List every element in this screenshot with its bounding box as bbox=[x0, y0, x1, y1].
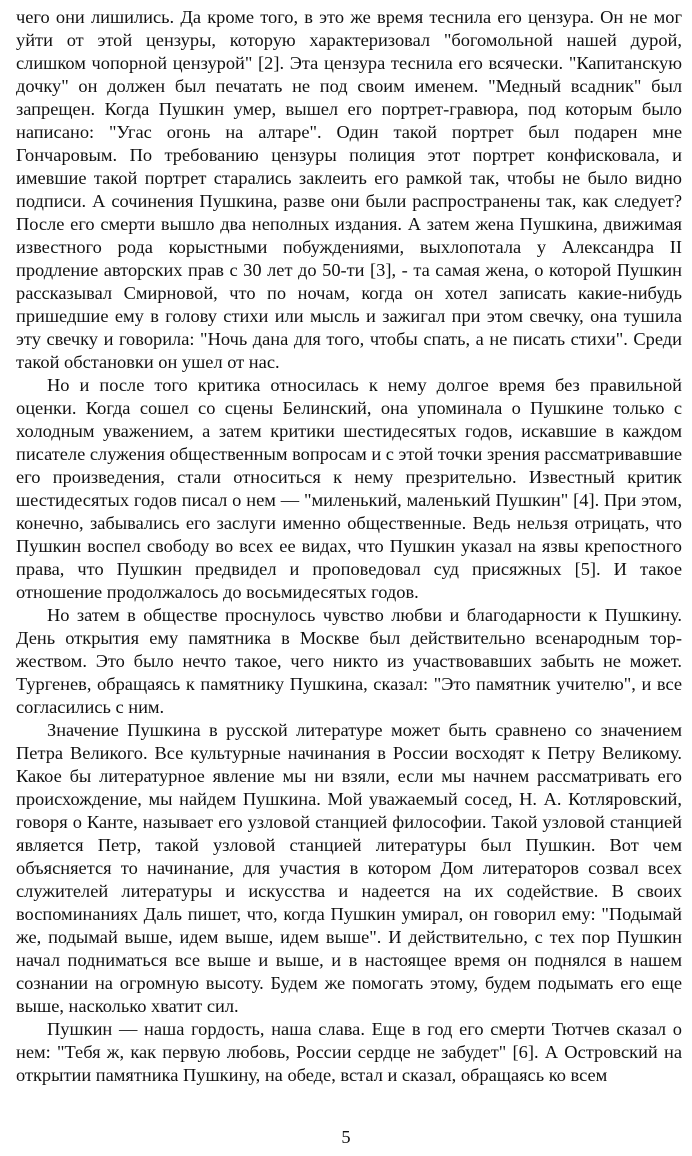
page-text-body bbox=[16, 6, 682, 1087]
paragraph-2: Но и после того критика относилась к нему долгое время без правильной оценки. Когда сошел со сцены Белинский, она упоминала о Пушкине только с холодным уважением, а затем критики шестидесятых годов, искавшие в каждом писателе служения общественным вопросам и с этой точки зрения рассматривавшие его произведения, стали относиться к нему презрительно. Известный критик шестидесятых годов писал о нем — "миленький, маленький Пушкин" [4]. При этом, конечно, забывались его заслуги именно общественные. Ведь нельзя отрицать, что Пушкин воспел свободу во всех ее видах, что Пушкин указал на язвы крепостного права, что Пушкин предвидел и проповедовал суд присяжных [5]. И такое отношение продолжалось до восьмидесятых годов. bbox=[16, 375, 682, 602]
paragraph-5: Пушкин — наша гордость, наша слава. Еще в год его смерти Тютчев сказал о нем: "Тебя ж, как первую любовь, России сердце не забудет" [6]. А Островский на открытии памятника Пушкину, на обеде, встал и сказал, обращаясь ко всем bbox=[16, 1019, 682, 1085]
paragraph-3: Но затем в обществе проснулось чувство любви и благодарности к Пушкину. День открытия ему памятника в Москве был действительно всенародным торжеством. Это было нечто такое, чего никто из участвовавших забыть не может. Тургенев, обращаясь к памятнику Пушкина, сказал: "Это памятник учителю", и все согласились с ним. bbox=[16, 605, 682, 717]
paragraph-4: Значение Пушкина в русской литературе может быть сравнено со значением Петра Великого. Все культурные начинания в России восходят к Петру Великому. Какое бы литературное явление мы ни взяли, если мы начнем рассматривать его происхождение, мы найдем Пушкина. Мой уважаемый сосед, Н. А. Котляровский, говоря о Канте, называет его узловой станцией философии. Такой узловой станцией является Петр, такой узловой станцией литературы был Пушкин. Вот чем объясняется то начинание, для участия в котором Дом литераторов созвал всех служителей литературы и искусства и надеется на их содействие. В своих воспоминаниях Даль пишет, что, когда Пушкин умирал, он говорил ему: "Подымай же, подымай выше, идем выше, идем выше". И действительно, с тех пор Пушкин начал подниматься все выше и выше, и в настоящее время он поднялся в нашем сознании на огромную высоту. Будем же помогать этому, будем подымать его еще выше, насколько хватит сил. bbox=[16, 720, 682, 1016]
paragraph-1: чего они лишились. Да кроме того, в это же время теснила его цензура. Он не мог уйти от этой цензуры, которую характеризовал "богомольной нашей дурой, слишком чопорной цензурой" [2]. Эта цензура теснила его всячески. "Капитанскую дочку" он должен был печатать не под своим именем. "Медный всадник" был запрещен. Когда Пушкин умер, вышел его портрет-гравюра, под которым было написано: "Угас огонь на алтаре". Один такой портрет был подарен мне Гончаровым. По требованию цензуры полиция этот портрет конфисковала, и имевшие такой портрет старались заклеить его рамкой так, чтобы не было видно подписи. А сочинения Пушкина, разве они были распространены так, как следует? После его смерти вышло два неполных издания. А затем жена Пушкина, движимая известного рода корыстными побуждениями, выхлопотала у Александра II продление авторских прав с 30 лет до 50-ти [3], - та самая жена, о которой Пушкин рассказывал Смирновой, что по ночам, когда он хотел записать какие-нибудь пришедшие ему в голову стихи или мысль и зажигал при этом свечку, она тушила эту свечку и говорила: "Ночь дана для того, чтобы спать, а не писать стихи". Среди такой обстановки он ушел от нас. bbox=[16, 7, 682, 372]
page-number: 5 bbox=[341, 1127, 351, 1147]
